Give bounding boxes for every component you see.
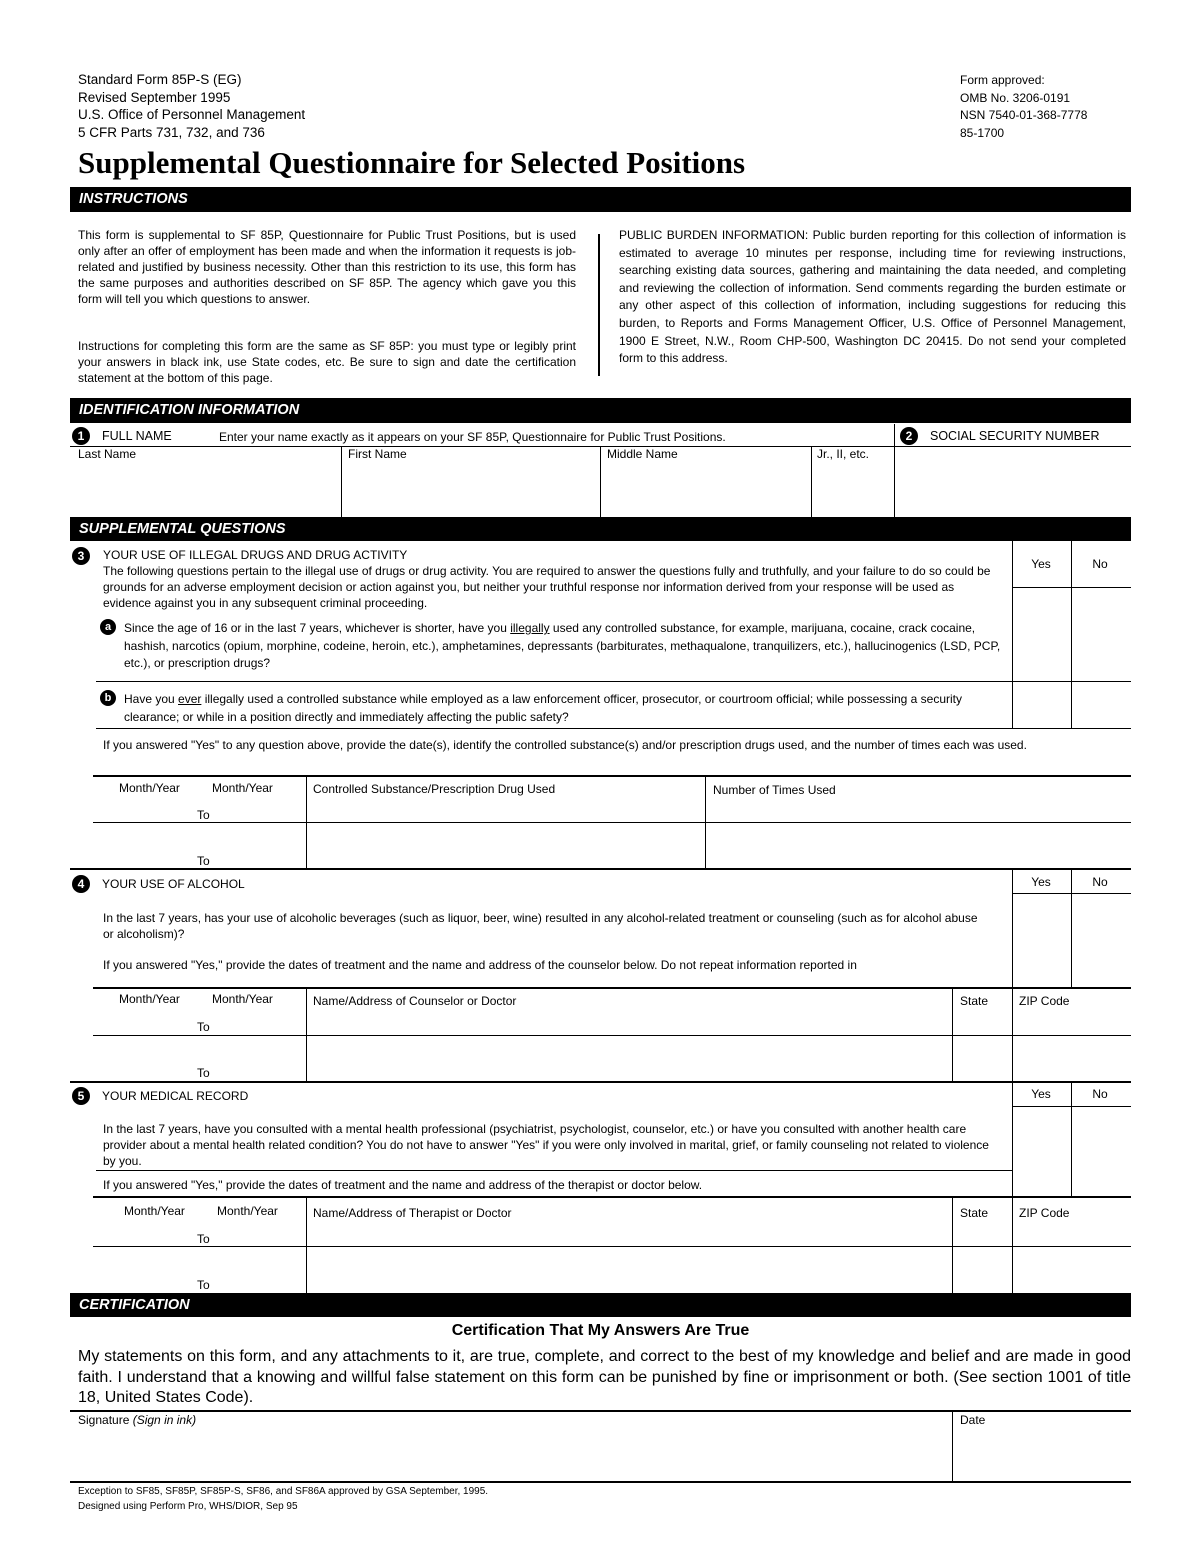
question-3-badge: 3 <box>72 547 90 565</box>
question-1-badge: 1 <box>72 427 90 445</box>
date-field[interactable] <box>954 1428 1130 1480</box>
q5-no-box[interactable] <box>1072 1108 1130 1195</box>
q3-title: YOUR USE OF ILLEGAL DRUGS AND DRUG ACTIVITY <box>103 548 408 562</box>
q3-dates-field[interactable] <box>94 824 304 867</box>
q3-times-header: Number of Times Used <box>713 783 836 797</box>
q3a-no-box[interactable] <box>1072 588 1130 680</box>
middle-name-field[interactable] <box>602 462 809 516</box>
q4-state-header: State <box>960 994 989 1008</box>
footer-designed: Designed using Perform Pro, WHS/DIOR, Sep 95 <box>78 1501 298 1512</box>
question-5-badge: 5 <box>72 1087 90 1105</box>
q3-from-label: Month/Year <box>119 781 180 795</box>
q3-substance-header: Controlled Substance/Prescription Drug Used <box>313 782 556 796</box>
q4-state-field[interactable] <box>954 1037 1010 1080</box>
q3-times-field[interactable] <box>707 824 1130 867</box>
q4-to-label-2: To <box>197 1066 210 1080</box>
q4-no-header: No <box>1092 875 1108 889</box>
q5-zip-header: ZIP Code <box>1019 1206 1070 1220</box>
q3b-no-box[interactable] <box>1072 683 1130 728</box>
first-name-field[interactable] <box>343 462 598 516</box>
instructions-para-2: Instructions for completing this form are the same as SF 85P: you must type or legibly print your answers in black ink, use State codes, etc. Be sure to sign and date the certification statement at the bottom of this page. <box>78 339 576 385</box>
form-header-right <box>960 72 1087 142</box>
q5-from-label: Month/Year <box>124 1204 185 1218</box>
q3-substance-field-2[interactable] <box>308 824 703 867</box>
ssn-label: SOCIAL SECURITY NUMBER <box>930 429 1100 443</box>
revised-date: Revised September 1995 <box>78 89 231 105</box>
form-code: 85-1700 <box>960 125 1005 140</box>
q5-yes-header: Yes <box>1031 1087 1051 1101</box>
omb-number: OMB No. 3206-0191 <box>960 90 1071 105</box>
certification-statement: My statements on this form, and any attachments to it, are true, complete, and correct to the best of my knowledge and belief and are made in good faith. I understand that a knowing and willful false statement on this form can be punished by fine or imprisonment or both. (See section 1001 of title 18, United States Code). <box>78 1348 1131 1406</box>
page-title: Supplemental Questionnaire for Selected Positions <box>78 145 746 180</box>
q3-intro: The following questions pertain to the illegal use of drugs or drug activity. You are required to answer the questions fully and truthfully, and your failure to do so could be grounds for an adverse employment decision or action against you, but neither your truthful response nor information derived from your response will be used as evidence against you in any subsequent criminal proceeding. <box>103 564 991 610</box>
supplemental-heading: SUPPLEMENTAL QUESTIONS <box>70 517 1131 541</box>
q3b-question: Have you ever illegally used a controlled substance while employed as a law enforcement officer, prosecutor, or courtroom official; while possessing a security clearance; or while in a position directly and immediately affecting the public safety? <box>124 692 962 724</box>
q4-followup: If you answered "Yes," provide the dates of treatment and the name and address of the counselor below. Do not repeat information reported in <box>103 958 857 972</box>
q3b-yes-box[interactable] <box>1013 683 1070 728</box>
instructions-heading: INSTRUCTIONS <box>70 187 1131 212</box>
q5-no-header: No <box>1092 1087 1108 1101</box>
ssn-field[interactable] <box>896 448 1130 516</box>
signature-field[interactable] <box>72 1428 950 1480</box>
q4-dates-field[interactable] <box>94 1037 304 1080</box>
q3a-badge: a <box>100 619 116 635</box>
question-4-badge: 4 <box>72 875 90 893</box>
footer-exception: Exception to SF85, SF85P, SF85P-S, SF86, and SF86A approved by GSA September, 1995. <box>78 1486 489 1497</box>
last-name-label: Last Name <box>78 447 137 461</box>
q4-yes-header: Yes <box>1031 875 1051 889</box>
q3a-yes-box[interactable] <box>1013 588 1070 680</box>
form-approved: Form approved: <box>960 73 1045 87</box>
q5-dates-field[interactable] <box>94 1248 304 1292</box>
middle-name-label: Middle Name <box>607 447 678 461</box>
q5-state-field[interactable] <box>954 1248 1010 1292</box>
last-name-field[interactable] <box>72 462 339 516</box>
q4-zip-field[interactable] <box>1014 1037 1130 1080</box>
q5-zip-field[interactable] <box>1014 1248 1130 1292</box>
q5-question: In the last 7 years, have you consulted with a mental health professional (psychiatrist, psychologist, counselor, etc.) or have you consulted with another health care provider about a mental health related condition? You do not have to answer "Yes" if you were only involved in marital, grief, or family counseling not related to violence by you. <box>103 1122 989 1168</box>
nsn-number: NSN 7540-01-368-7778 <box>960 108 1088 122</box>
q4-question: In the last 7 years, has your use of alcoholic beverages (such as liquor, beer, wine) resulted in any alcohol-related treatment or counseling (such as for alcohol abuse or alcoholism)? <box>103 911 978 941</box>
q5-yes-box[interactable] <box>1013 1108 1070 1195</box>
q3-followup: If you answered "Yes" to any question above, provide the date(s), identify the controlled substance(s) and/or prescription drugs used, and the number of times each was used. <box>103 738 1027 752</box>
q5-name-field[interactable] <box>308 1248 950 1292</box>
q3-substance-field-1[interactable] <box>308 797 703 821</box>
full-name-hint: Enter your name exactly as it appears on your SF 85P, Questionnaire for Public Trust Positions. <box>219 430 726 444</box>
full-name-label: FULL NAME <box>102 429 172 443</box>
certification-title: Certification That My Answers Are True <box>451 1322 750 1339</box>
first-name-label: First Name <box>348 447 407 461</box>
q4-from-label: Month/Year <box>119 992 180 1006</box>
agency-name: U.S. Office of Personnel Management <box>78 107 306 122</box>
suffix-label: Jr., II, etc. <box>817 447 870 461</box>
q3-yes-header: Yes <box>1031 557 1051 571</box>
q3-to-month-label: Month/Year <box>212 781 273 795</box>
q3b-badge: b <box>100 690 116 706</box>
q4-name-field[interactable] <box>308 1037 950 1080</box>
q3a-question: Since the age of 16 or in the last 7 years, whichever is shorter, have you illegally used any controlled substance, for example, marijuana, cocaine, crack cocaine, hashish, narcotics (opium, morphine, codeine, heroin, etc.), amphetamines, depressants (barbiturates, methaqualone, tranquilizers, etc.), hallucinogenics (LSD, PCP, etc.), or prescription drugs? <box>124 621 1001 670</box>
q3-no-header: No <box>1092 557 1108 571</box>
q4-title: YOUR USE OF ALCOHOL <box>102 877 245 891</box>
q3-to-label-2: To <box>197 854 210 868</box>
q4-zip-header: ZIP Code <box>1019 994 1070 1008</box>
signature-label: Signature (Sign in ink) <box>78 1413 197 1427</box>
certification-heading: CERTIFICATION <box>70 1293 1131 1317</box>
footer <box>78 1484 488 1514</box>
cfr-reference: 5 CFR Parts 731, 732, and 736 <box>78 124 265 140</box>
q4-name-header: Name/Address of Counselor or Doctor <box>313 994 517 1008</box>
q5-to-label-1: To <box>197 1232 210 1246</box>
q5-name-header: Name/Address of Therapist or Doctor <box>313 1206 512 1220</box>
form-header-left <box>78 71 305 141</box>
suffix-field[interactable] <box>813 462 892 516</box>
question-2-badge: 2 <box>900 427 918 445</box>
q5-followup: If you answered "Yes," provide the dates of treatment and the name and address of the therapist or doctor below. <box>103 1178 703 1192</box>
q5-to-label-2: To <box>197 1278 210 1292</box>
date-label: Date <box>960 1413 986 1427</box>
q4-to-month-label: Month/Year <box>212 992 273 1006</box>
q5-title: YOUR MEDICAL RECORD <box>102 1089 249 1103</box>
q5-state-header: State <box>960 1206 989 1220</box>
q4-yes-box[interactable] <box>1013 895 1070 987</box>
q4-to-label-1: To <box>197 1020 210 1034</box>
instructions-divider <box>598 234 600 376</box>
public-burden-info: PUBLIC BURDEN INFORMATION: Public burden reporting for this collection of information is estimated to average 10 minutes per response, including time for reviewing instructions, searching existing data sources, gathering and maintaining the data needed, and completing and reviewing the collection of information. Send comments regarding the burden estimate or any other aspect of this collection of information, including suggestions for reducing this burden, to Reports and Forms Management Officer, U.S. Office of Personnel Management, 1900 E Street, N.W., Room CHP-500, Washington DC 20415. Do not send your completed form to this address. <box>619 228 1126 366</box>
q3-to-label-1: To <box>197 808 210 822</box>
q5-to-month-label: Month/Year <box>217 1204 278 1218</box>
instructions-para-1: This form is supplemental to SF 85P, Questionnaire for Public Trust Positions, but is used only after an offer of employment has been made and when the information it requests is job-related and justified by business necessity. Other than this restriction to its use, this form has the same purposes and authorities described on SF 85P. The agency which gave you this form will tell you which questions to answer. <box>78 228 576 306</box>
form-number: Standard Form 85P-S (EG) <box>78 72 242 87</box>
q4-no-box[interactable] <box>1072 895 1130 987</box>
identification-heading: IDENTIFICATION INFORMATION <box>70 398 1131 423</box>
